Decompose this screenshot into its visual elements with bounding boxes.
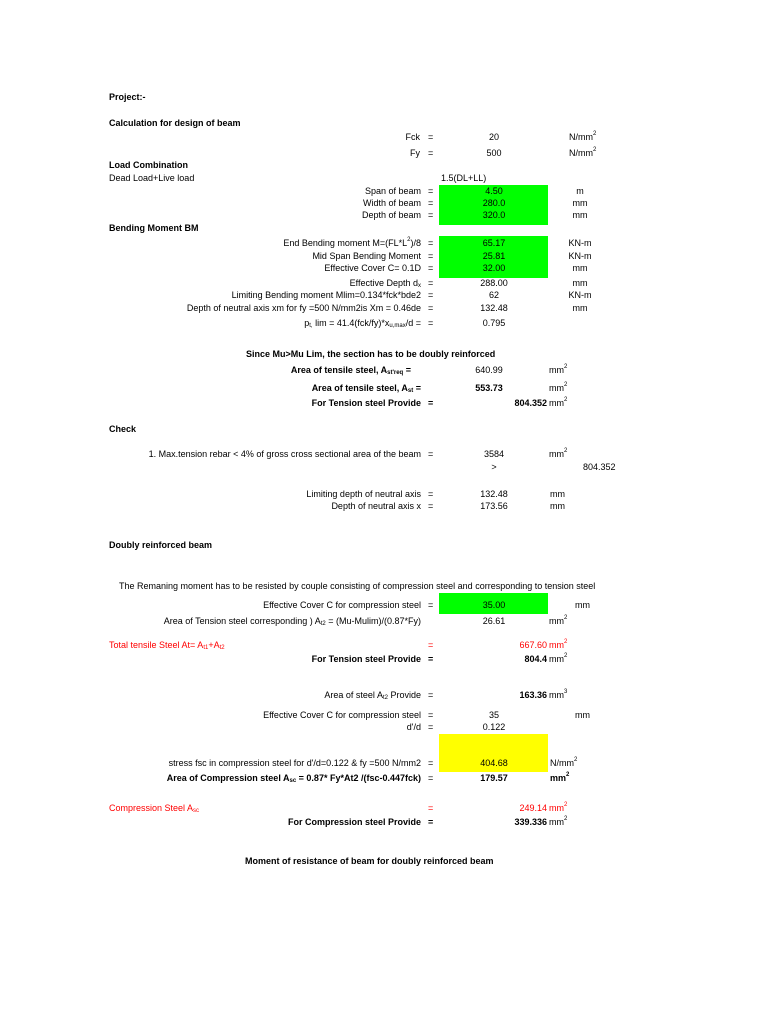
load-factor: 1.5(DL+LL) xyxy=(441,173,487,183)
xm-unit: mm xyxy=(572,303,588,313)
eff-depth-value: 288.00 xyxy=(480,278,508,288)
equals-sign: = xyxy=(428,238,434,248)
ast-req-value: 640.99 xyxy=(475,365,503,375)
lim-na-value: 132.48 xyxy=(480,489,508,499)
eff-cover-c2-unit: mm xyxy=(575,710,590,720)
ast1-unit: $mm^2$ xyxy=(549,382,568,393)
tension-provide2-value: 804.4 xyxy=(524,654,547,664)
mid-bm-value: 25.81 xyxy=(482,251,506,261)
doubly-heading: Doubly reinforced beam xyxy=(109,540,213,550)
equals-sign: = xyxy=(428,640,434,650)
span-value: 4.50 xyxy=(485,186,503,196)
pt-lim-value: 0.795 xyxy=(482,318,506,328)
check1-unit: $mm^2$ xyxy=(549,448,568,459)
d-ratio-value: 0.122 xyxy=(482,722,506,732)
check1-value: 3584 xyxy=(483,449,505,459)
comp-provide-value: 339.336 xyxy=(514,817,547,827)
equals-sign: = xyxy=(428,758,434,768)
eff-cover-c-value: 35.00 xyxy=(482,600,506,610)
equals-sign: = xyxy=(428,132,434,142)
bending-moment-heading: Bending Moment BM xyxy=(109,223,199,233)
fy-value: 500 xyxy=(486,148,502,158)
ast2-value: 26.61 xyxy=(482,616,506,626)
equals-sign: = xyxy=(428,773,434,783)
total-tensile-unit: $mm^2$ xyxy=(549,639,568,650)
width-value: 280.0 xyxy=(482,198,506,208)
eff-cover-c2-value: 35 xyxy=(488,710,499,720)
asc-area-value: 179.57 xyxy=(480,773,508,783)
eff-cover-c-unit: mm xyxy=(575,600,590,610)
depth-value: 320.0 xyxy=(482,210,506,220)
pt-lim-label: pt, lim = 41.4(fck/fy)*xu,max/d = xyxy=(304,318,421,329)
eff-cover-c-label: Effective Cover C for compression steel xyxy=(263,600,421,610)
na-value: 173.56 xyxy=(480,501,508,511)
ast2-provide-label: Area of steel At2 Provide xyxy=(324,690,421,701)
fsc-value: 404.68 xyxy=(480,758,508,768)
depth-label: Depth of beam xyxy=(361,210,421,220)
ast1-value: 553.73 xyxy=(475,383,503,393)
check-heading: Check xyxy=(109,424,137,434)
comp-steel-label: Compression Steel Asc xyxy=(109,803,200,814)
end-bm-value: 65.17 xyxy=(482,238,506,248)
fy-unit: $N/mm^2$ xyxy=(569,147,597,158)
doubly-reinforced-statement: Since Mu>Mu Lim, the section has to be doubly reinforced xyxy=(246,349,496,359)
comp-steel-value: 249.14 xyxy=(519,803,547,813)
fck-value: 20 xyxy=(488,132,499,142)
equals-sign: = xyxy=(428,290,434,300)
equals-sign: = xyxy=(428,303,434,313)
mlim-value: 62 xyxy=(488,290,499,300)
eff-depth-unit: mm xyxy=(572,278,588,288)
moment-resistance-heading: Moment of resistance of beam for doubly reinforced beam xyxy=(245,856,494,866)
eff-cover-c2-label: Effective Cover C for compression steel xyxy=(263,710,421,720)
project-label: Project:- xyxy=(109,92,146,102)
equals-sign: = xyxy=(428,251,434,261)
width-label: Width of beam xyxy=(362,198,421,208)
ast-req-label: Area of tensile steel, Ast'req = xyxy=(290,365,411,376)
equals-sign: = xyxy=(428,449,434,459)
fsc-label: stress fsc in compression steel for d'/d=0.122 & fy =500 N/mm2 xyxy=(168,758,421,768)
eff-cover-label: Effective Cover C= 0.1D xyxy=(324,263,421,273)
equals-sign: = xyxy=(428,398,434,408)
end-bm-unit: KN-m xyxy=(568,238,592,248)
fy-label: Fy xyxy=(410,148,420,158)
equals-sign: = xyxy=(428,278,434,288)
equals-sign: = xyxy=(428,710,434,720)
tension-provide-value: 804.352 xyxy=(514,398,547,408)
load-combination-heading: Load Combination xyxy=(109,160,188,170)
tension-provide-label: For Tension steel Provide xyxy=(311,398,421,408)
ast2-unit: $mm^2$ xyxy=(549,615,568,626)
tension-provide2-unit: $mm^2$ xyxy=(549,653,568,664)
total-tensile-value: 667.60 xyxy=(519,640,547,650)
remaining-statement: The Remaning moment has to be resisted by couple consisting of compression steel and corresponding to tension steel xyxy=(119,581,596,591)
lim-na-unit: mm xyxy=(550,489,565,499)
fsc-unit: $N/mm^2$ xyxy=(550,757,578,768)
mid-bm-unit: KN-m xyxy=(568,251,592,261)
comp-provide-unit: $mm^2$ xyxy=(549,816,568,827)
equals-sign: = xyxy=(428,722,434,732)
asc-area-label: Area of Compression steel Asc = 0.87* Fy*At2 /(fsc-0.447fck) xyxy=(166,773,421,784)
dead-live-label: Dead Load+Live load xyxy=(109,173,195,183)
total-tensile-label: Total tensile Steel At= At1+At2 xyxy=(109,640,225,651)
greater-than-sign: > xyxy=(491,462,497,472)
d-ratio-label: d'/d xyxy=(406,722,421,732)
span-unit: m xyxy=(576,186,584,196)
depth-unit: mm xyxy=(572,210,588,220)
ast-req-unit: $mm^2$ xyxy=(549,364,568,375)
na-label: Depth of neutral axis x xyxy=(331,501,421,511)
equals-sign: = xyxy=(428,690,434,700)
check1-compare: 804.352 xyxy=(583,462,616,472)
equals-sign: = xyxy=(428,803,434,813)
ast2-provide-value: 163.36 xyxy=(519,690,547,700)
eff-cover-unit: mm xyxy=(572,263,588,273)
fck-unit: $N/mm^2$ xyxy=(569,131,597,142)
equals-sign: = xyxy=(428,210,434,220)
tension-provide-unit: $mm^2$ xyxy=(549,397,568,408)
xm-value: 132.48 xyxy=(480,303,508,313)
eff-cover-value: 32.00 xyxy=(482,263,506,273)
asc-area-unit: $mm^2$ xyxy=(550,772,570,783)
na-unit: mm xyxy=(550,501,565,511)
equals-sign: = xyxy=(428,198,434,208)
equals-sign: = xyxy=(428,654,434,664)
ast1-label: Area of tensile steel, Ast = xyxy=(311,383,421,394)
ast2-label: Area of Tension steel corresponding ) At2 = (Mu-Mulim)/(0.87*Fy) xyxy=(163,616,421,627)
mlim-unit: KN-m xyxy=(568,290,592,300)
eff-depth-label: Effective Depth dx xyxy=(349,278,421,289)
span-label: Span of beam xyxy=(364,186,421,196)
ast2-provide-unit: $mm^3$ xyxy=(549,689,568,700)
end-bm-label: End Bending moment $M=(FL*L^2)/8$ xyxy=(283,237,421,248)
calc-title: Calculation for design of beam xyxy=(109,118,241,128)
lim-na-label: Limiting depth of neutral axis xyxy=(306,489,421,499)
equals-sign: = xyxy=(428,263,434,273)
equals-sign: = xyxy=(428,318,434,328)
equals-sign: = xyxy=(428,501,434,511)
width-unit: mm xyxy=(572,198,588,208)
check1-label: 1. Max.tension rebar < 4% of gross cross sectional area of the beam xyxy=(148,449,421,459)
tension-provide2-label: For Tension steel Provide xyxy=(311,654,421,664)
equals-sign: = xyxy=(428,186,434,196)
mlim-label: Limiting Bending moment Mlim=0.134*fck*bde2 xyxy=(231,290,421,300)
equals-sign: = xyxy=(428,817,434,827)
comp-provide-label: For Compression steel Provide xyxy=(287,817,421,827)
comp-steel-unit: $mm^2$ xyxy=(549,802,568,813)
equals-sign: = xyxy=(428,600,434,610)
mid-bm-label: Mid Span Bending Moment xyxy=(312,251,421,261)
xm-label: Depth of neutral axis xm for fy =500 N/mm2is Xm = 0.46de xyxy=(186,303,421,313)
equals-sign: = xyxy=(428,489,434,499)
equals-sign: = xyxy=(428,148,434,158)
fck-label: Fck xyxy=(405,132,420,142)
